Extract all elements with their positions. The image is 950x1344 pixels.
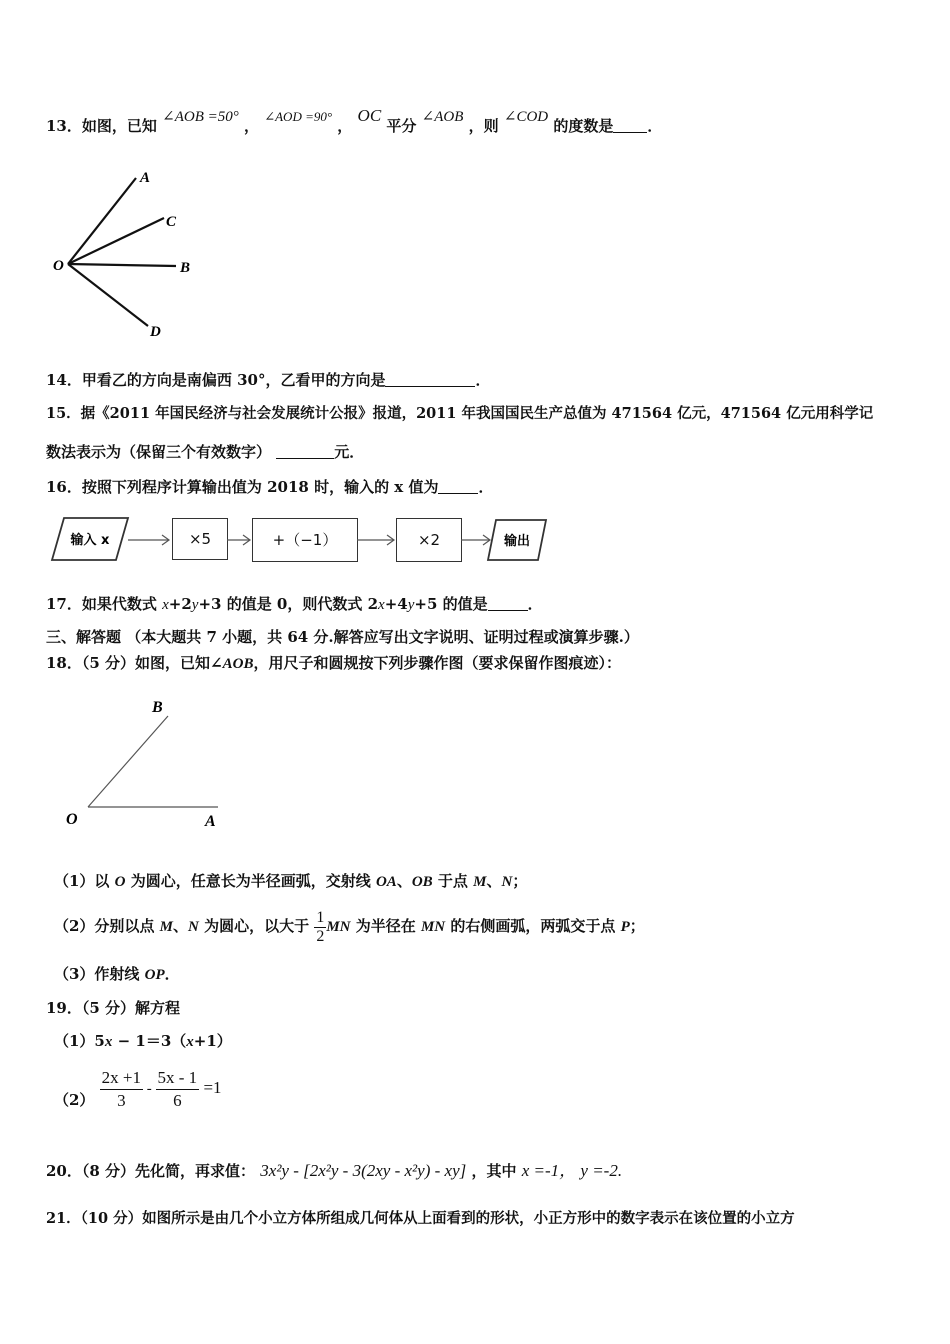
q20-text-1: 20．（8 分）先化简，再求值： [46,1162,256,1180]
q13-text-4: 的度数是 [553,117,614,135]
q18-step2-n: N [188,919,199,935]
q18-step3-op: OP [144,967,165,983]
label-d: D [150,324,161,340]
q16-end: ． [478,478,494,496]
q19-p1-x-2: x [186,1034,194,1050]
q13-text-2: 平分 [386,117,417,135]
q20-condition: x =-1， y =-2. [521,1161,623,1180]
q18-step3-text-1: （3）作射线 [54,965,145,983]
q18-step2-text-4: 为半径在 [350,917,421,935]
q17-var-x: x [162,597,169,613]
q18-step2-text-6: ； [629,917,645,935]
q19-part-1 [54,1031,232,1052]
section-3-text: 三、解答题 （本大题共 7 小题，共 64 分.解答应写出文字说明、证明过程或演算步骤.） [46,628,639,646]
q17-var-y: y [191,597,199,613]
q13-text-3: ，则 [468,117,499,135]
ray-ob [68,264,176,266]
flow-output-label: 输出 [503,534,531,549]
q18-step1-text-2: 为圆心，任意长为半径画弧，交射线 [125,872,376,890]
q18-frac-num: 1 [316,908,325,926]
q13-answer-blank [613,118,647,133]
question-15-line-1 [46,404,873,424]
question-18 [46,653,621,674]
q17-var-y-2: y [407,597,415,613]
flow-times-5: ×5 [172,518,228,560]
q19-p1-text-2: − 1＝3（ [112,1032,187,1050]
q18-angle: AOB [222,656,254,672]
question-21 [46,1209,795,1229]
q18-step2-mn: MN [326,919,351,935]
ray-ob [88,716,168,807]
q13-ray-oc: OC [357,106,382,125]
question-17 [46,594,543,615]
q13-angle-aob: ∠AOB =50° [162,109,239,125]
flow-input-label: 输入 x [70,533,110,548]
q13-sep-1: ， [243,117,259,135]
q13-end: ． [647,117,663,135]
q17-text-3: +3 的值是 0，则代数式 2 [198,595,379,613]
q21-text: 21．（10 分）如图所示是由几个小立方体所组成几何体从上面看到的形状，小正方形中的数字表示在该位置的小立方 [46,1210,795,1227]
ray-od [68,264,148,326]
q18-step1-text-6: ； [512,872,528,890]
question-13 [46,106,663,137]
q18-step2-m: M [159,919,174,935]
q16-text: 16．按照下列程序计算输出值为 2018 时，输入的 x 值为 [46,478,439,496]
q15-text-3: 元． [334,443,365,461]
q18-step1-text-4: 于点 [432,872,474,890]
q18-step-1 [54,871,527,892]
q19-frac1-num: 2x +1 [100,1067,143,1090]
q18-step2-mn-2: MN [420,919,446,935]
q19-fraction-1 [100,1067,143,1112]
label-a: A [140,170,151,186]
q19-p1-text-1: （1）5 [54,1032,105,1050]
label-c: C [166,214,177,230]
flow-plus-minus-1: +（−1） [252,518,358,562]
q18-step3-text-2: ． [164,965,180,983]
question-14 [46,370,491,390]
label-b: B [152,699,163,716]
q19-p1-text-3: +1） [193,1032,232,1050]
q19-p1-x: x [104,1034,113,1050]
label-o: O [53,258,64,274]
q17-text-2: +2 [168,595,192,613]
q13-angle-cod: ∠COD [503,109,549,125]
q17-var-x-2: x [378,597,385,613]
q18-step1-text-5: 、 [486,872,502,890]
q18-step1-n: N [501,874,513,890]
flow-arrow-3 [357,532,397,548]
label-b: B [180,260,191,276]
q17-text-1: 17．如果代数式 [46,595,163,613]
q18-step2-p: P [620,919,630,935]
flow-output-shape [486,518,548,562]
q17-text-4: +4 [384,595,408,613]
q18-text-2: ，用尺子和圆规按下列步骤作图（要求保留作图痕迹）： [253,654,621,672]
flow-arrow-1 [128,532,172,548]
q18-step1-oa: OA [375,874,397,890]
q18-step1-m: M [473,874,487,890]
q14-end: ． [475,371,491,389]
q19-part-2 [54,1064,222,1112]
q18-fraction-half [314,909,326,946]
flow-times-2: ×2 [396,518,462,562]
q15-text-1: 15．据《2011 年国民经济与社会发展统计公报》报道，2011 年我国国民生产总值为 471564 亿元，471564 亿元用科学记 [46,405,874,422]
q18-frac-den: 2 [316,927,325,945]
q14-text: 14．甲看乙的方向是南偏西 30°，乙看甲的方向是 [46,371,386,389]
q17-end: ． [527,595,543,613]
q13-angle-figure [46,160,206,345]
q18-step1-text-3: 、 [396,872,412,890]
question-20 [46,1161,622,1181]
q19-title: 19．（5 分）解方程 [46,999,181,1017]
q19-equals-1: =1 [199,1078,222,1097]
q16-flowchart [50,512,560,572]
q19-p2-label: （2） [54,1091,95,1109]
q13-number: 13． [46,117,82,135]
q17-answer-blank [488,596,528,611]
q18-angle-figure [60,692,230,832]
question-19 [46,998,180,1018]
q18-step1-o: O [114,874,126,890]
q18-step2-text-5: 的右侧画弧，两弧交于点 [445,917,621,935]
q17-text-5: +5 的值是 [414,595,488,613]
q16-answer-blank [438,479,478,494]
question-15-line-2 [46,442,364,462]
ray-oc [68,218,164,264]
q18-text-1: 18．（5 分）如图，已知∠ [46,654,223,672]
label-a: A [205,813,216,830]
q18-step2-text-3: 为圆心，以大于 [198,917,310,935]
q20-text-2: ，其中 [471,1162,517,1180]
q18-step-2 [54,906,645,947]
q19-frac2-den: 6 [173,1090,182,1110]
ray-oa [68,178,136,264]
q18-step1-text-1: （1）以 [54,872,115,890]
q15-text-2: 数法表示为（保留三个有效数字） [46,443,272,461]
question-16 [46,477,493,497]
q18-step1-ob: OB [411,874,433,890]
q19-frac2-num: 5x - 1 [156,1067,200,1090]
q13-angle-aob-2: ∠AOB [421,109,464,125]
label-o: O [66,811,78,828]
q13-angle-aod: ∠AOD =90° [264,109,333,124]
q18-step-3 [54,964,180,985]
q14-answer-blank [385,372,475,387]
q20-expression: 3x²y - [2x²y - 3(2xy - x²y) - xy] [260,1161,467,1180]
q19-fraction-2 [156,1067,200,1112]
q13-sep-2: ， [337,117,353,135]
q18-step2-text-1: （2）分别以点 [54,917,160,935]
flow-arrow-2 [227,532,253,548]
q13-text-1: 如图，已知 [81,117,157,135]
flow-input-shape [50,516,130,562]
section-3-heading [46,627,639,647]
q19-frac1-den: 3 [117,1090,126,1110]
q18-step2-text-2: 、 [173,917,189,935]
q15-answer-blank [276,444,334,459]
q19-minus: - [143,1081,156,1097]
